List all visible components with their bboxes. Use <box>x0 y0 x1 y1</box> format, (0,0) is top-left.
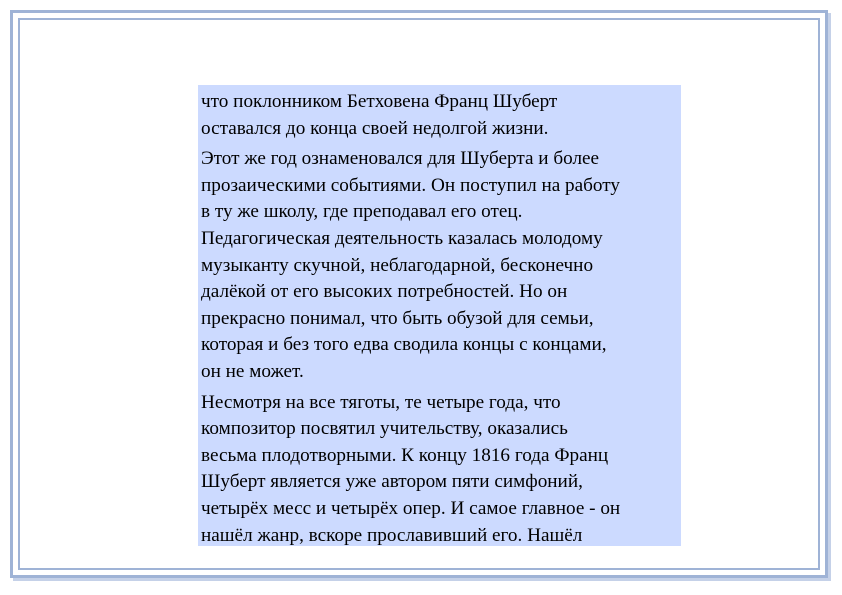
paragraph-1 <box>201 89 677 142</box>
paragraph-3 <box>201 390 677 546</box>
text-line: что поклонником Бетховена Франц Шуберт <box>201 91 558 112</box>
text-line: Педагогическая деятельность казалась молодому <box>201 227 603 249</box>
text-line: четырёх месс и четырёх опер. И самое главное - он <box>201 497 621 519</box>
text-line: Несмотря на все тяготы, те четыре года, что <box>201 391 561 413</box>
text-line: далёкой от его высоких потребностей. Но он <box>201 281 568 303</box>
text-line: которая и без того едва сводила концы с концами, <box>201 334 607 356</box>
text-line: прекрасно понимал, что быть обузой для семьи, <box>201 307 594 329</box>
text-line: он не может. <box>201 360 304 382</box>
text-block <box>198 85 681 546</box>
text-line: оставался до конца своей недолгой жизни. <box>201 117 549 139</box>
text-line: Этот же год ознаменовался для Шуберта и более <box>201 148 600 170</box>
text-line: композитор посвятил учительству, оказались <box>201 418 568 440</box>
text-line: весьма плодотворными. К концу 1816 года Франц <box>201 444 609 466</box>
text-line: нашёл жанр, вскоре прославивший его. Нашёл <box>201 524 583 546</box>
text-line: в ту же школу, где преподавал его отец. <box>201 201 523 223</box>
paragraph-2 <box>201 146 677 385</box>
text-line: прозаическими событиями. Он поступил на работу <box>201 174 620 196</box>
text-line: музыканту скучной, неблагодарной, бесконечно <box>201 254 594 276</box>
text-line: Шуберт является уже автором пяти симфоний, <box>201 471 583 493</box>
